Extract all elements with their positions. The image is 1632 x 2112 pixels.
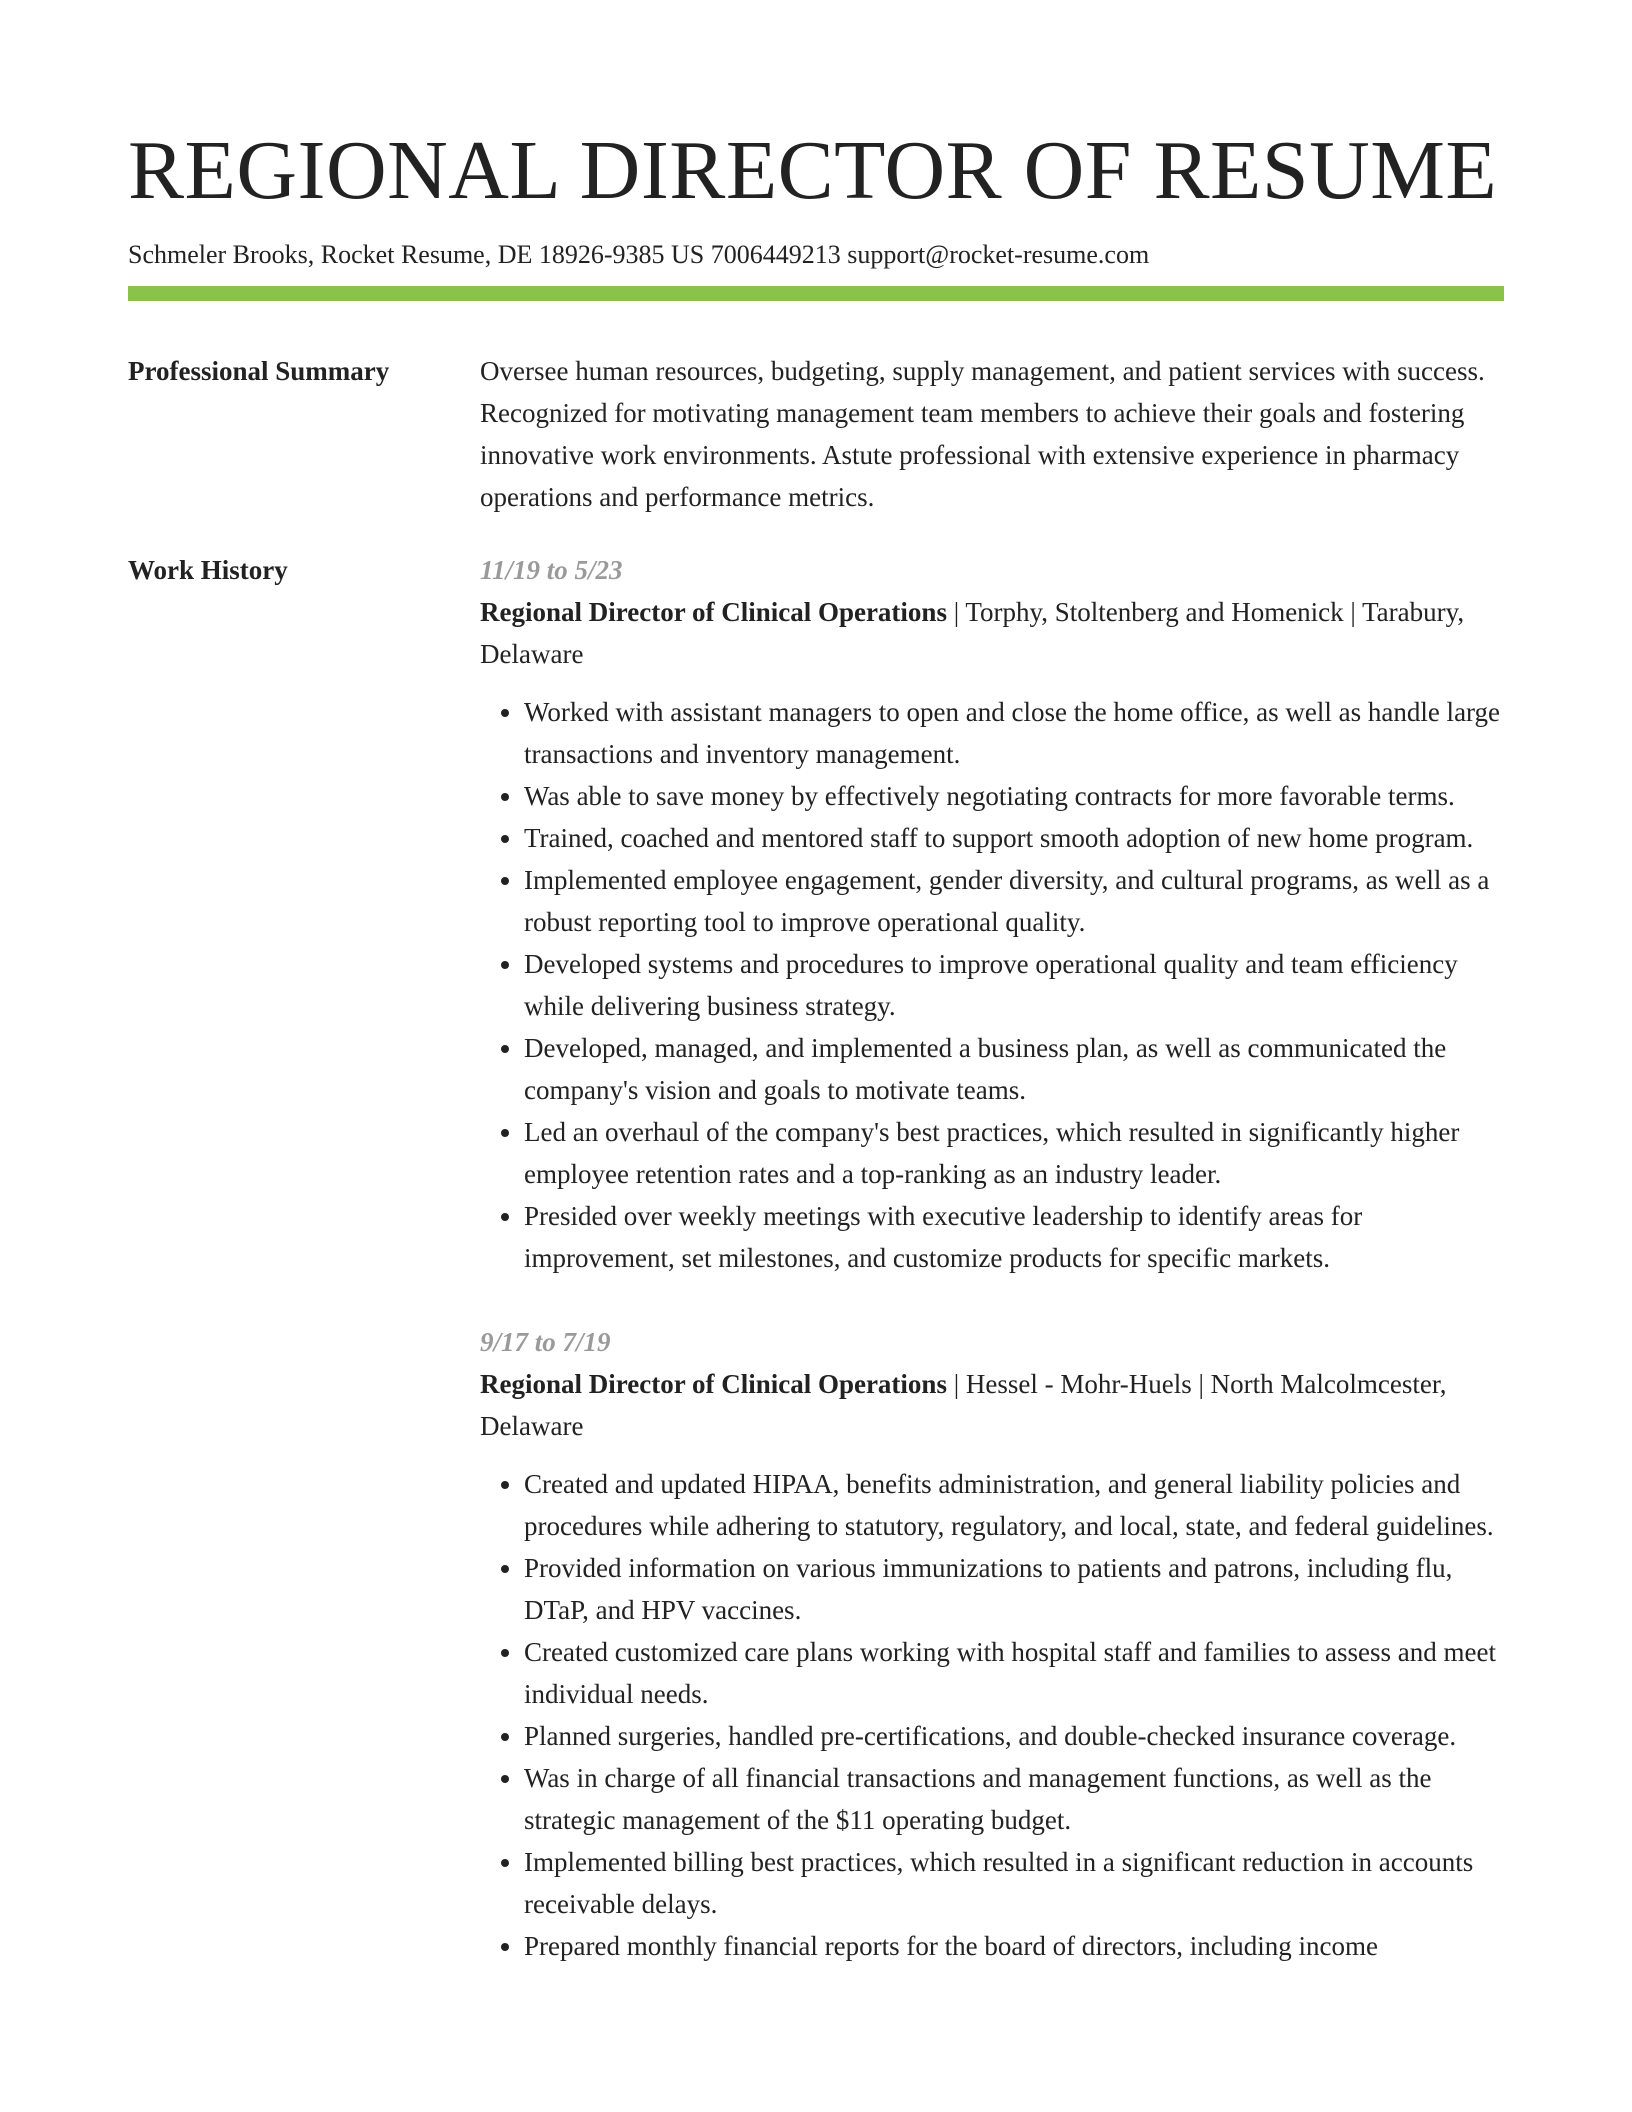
contact-line: Schmeler Brooks, Rocket Resume, DE 18926-9385 US 7006449213 support@rocket-resume.com	[128, 240, 1150, 269]
job-entry	[480, 1321, 1504, 1967]
job-heading	[480, 1363, 1504, 1447]
job-bullet: • Created customized care plans working with hospital staff and families to assess and meet individual needs.	[524, 1631, 1504, 1715]
job-bullet: • Trained, coached and mentored staff to support smooth adoption of new home program.	[524, 817, 1504, 859]
job-bullet: • Developed, managed, and implemented a business plan, as well as communicated the company's vision and goals to motivate teams.	[524, 1027, 1504, 1111]
section-label-work-history: Work History	[128, 555, 288, 585]
job-bullet: • Was in charge of all financial transactions and management functions, as well as the strategic management of the $11 operating budget.	[524, 1757, 1504, 1841]
job-employer-location: | Hessel - Mohr-Huels | North Malcolmcester, Delaware	[480, 1369, 1447, 1441]
job-bullet: • Developed systems and procedures to improve operational quality and team efficiency while delivering business strategy.	[524, 943, 1504, 1027]
job-dates: 9/17 to 7/19	[480, 1327, 611, 1357]
job-bullet-list	[480, 1463, 1504, 1967]
work-history-body	[480, 549, 1504, 1967]
job-bullet: • Worked with assistant managers to open and close the home office, as well as handle large transactions and inventory management.	[524, 691, 1504, 775]
job-spacer	[480, 1279, 1504, 1321]
job-heading	[480, 591, 1504, 675]
job-bullet: • Provided information on various immunizations to patients and patrons, including flu, DTaP, and HPV vaccines.	[524, 1547, 1504, 1631]
job-bullet: • Prepared monthly financial reports for the board of directors, including income	[524, 1925, 1504, 1967]
job-bullet: • Implemented billing best practices, which resulted in a significant reduction in accounts receivable delays.	[524, 1841, 1504, 1925]
job-bullet: • Implemented employee engagement, gender diversity, and cultural programs, as well as a robust reporting tool to improve operational quality.	[524, 859, 1504, 943]
accent-divider	[128, 286, 1504, 301]
job-entry	[480, 549, 1504, 1279]
job-bullet-list	[480, 691, 1504, 1279]
resume-header	[128, 118, 1504, 272]
job-bullet: • Created and updated HIPAA, benefits administration, and general liability policies and procedures while adhering to statutory, regulatory, and local, state, and federal guidelines.	[524, 1463, 1504, 1547]
job-employer-location: | Torphy, Stoltenberg and Homenick | Tarabury, Delaware	[480, 597, 1465, 669]
job-dates: 11/19 to 5/23	[480, 555, 623, 585]
resume-title: REGIONAL DIRECTOR OF RESUME	[128, 124, 1498, 217]
job-bullet: • Presided over weekly meetings with executive leadership to identify areas for improvement, set milestones, and customize products for specific markets.	[524, 1195, 1504, 1279]
section-label-professional-summary: Professional Summary	[128, 356, 390, 386]
job-title: Regional Director of Clinical Operations	[480, 597, 947, 627]
job-title: Regional Director of Clinical Operations	[480, 1369, 947, 1399]
professional-summary-body	[480, 350, 1504, 518]
summary-text: Oversee human resources, budgeting, supply management, and patient services with success. Recognized for motivating management team members to achieve their goals and fostering innovative work environments. Astute professional with extensive experience in pharmacy operations and performance metrics.	[480, 356, 1485, 512]
job-bullet: • Planned surgeries, handled pre-certifications, and double-checked insurance coverage.	[524, 1715, 1504, 1757]
job-bullet: • Was able to save money by effectively negotiating contracts for more favorable terms.	[524, 775, 1504, 817]
job-bullet: • Led an overhaul of the company's best practices, which resulted in significantly higher employee retention rates and a top-ranking as an industry leader.	[524, 1111, 1504, 1195]
